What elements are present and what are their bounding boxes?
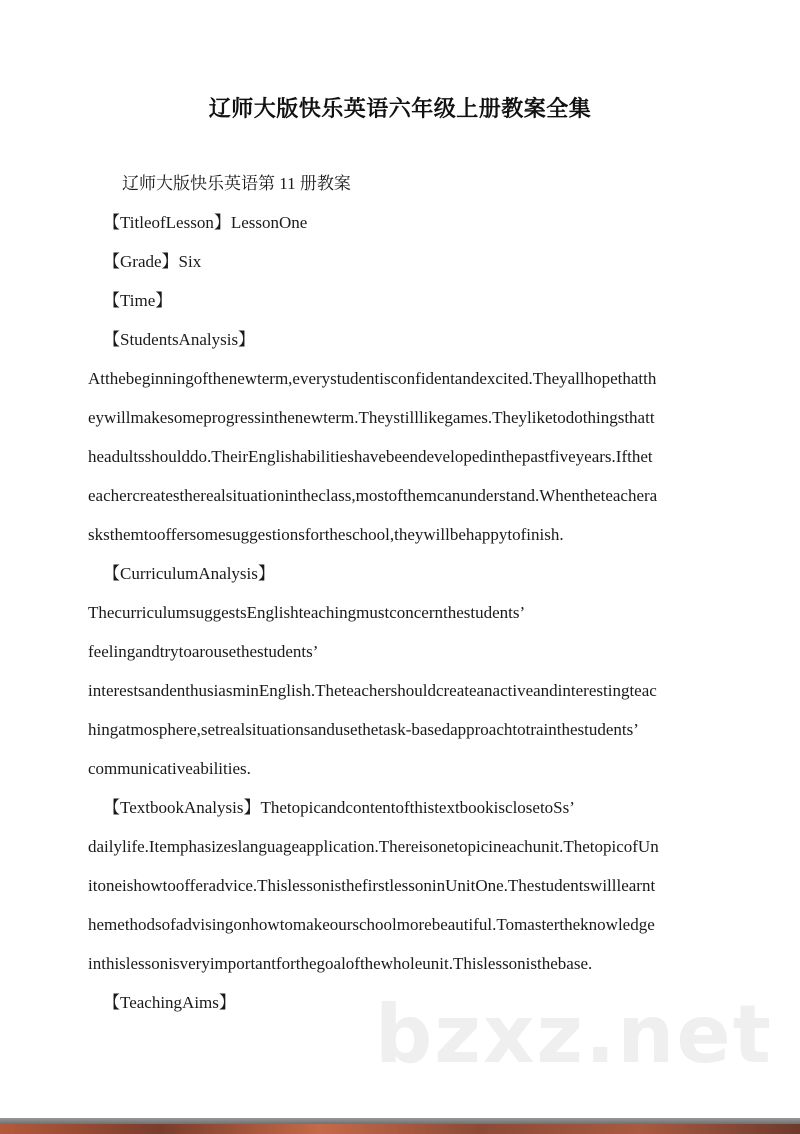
paragraph-line: itoneishowtoofferadvice.ThislessonisthefirstlessoninUnitOne.Thestudentswilllearnt (88, 876, 656, 895)
paragraph-line: Atthebeginningofthenewterm,everystudentisconfidentandexcited.Theyallhopethatth (88, 369, 657, 388)
paragraph-line: headultsshoulddo.TheirEnglishabilitieshavebeendevelopedinthepastfiveyears.Ifthet (88, 447, 653, 466)
document-title: 辽师大版快乐英语六年级上册教案全集 (208, 97, 592, 122)
page-bottom-strip (0, 1124, 800, 1134)
grade-field: 【Grade】Six (103, 252, 202, 271)
time-field: 【Time】 (103, 291, 173, 310)
paragraph-line: sksthemtooffersomesuggestionsfortheschool,theywillbehappytofinish. (88, 525, 564, 544)
paragraph-line: eywillmakesomeprogressinthenewterm.Theystilllikegames.Theyliketodothingsthatt (88, 408, 655, 427)
document-subtitle: 辽师大版快乐英语第 11 册教案 (122, 174, 351, 193)
textbook-analysis-line: 【TextbookAnalysis】ThetopicandcontentofthistextbookisclosetoSs’ (103, 798, 575, 817)
paragraph-line: ThecurriculumsuggestsEnglishteachingmustconcernthestudents’ (88, 603, 526, 622)
title-of-lesson-field: 【TitleofLesson】LessonOne (103, 213, 308, 232)
paragraph-line: eachercreatestherealsituationintheclass,mostofthemcanunderstand.Whentheteachera (88, 486, 658, 505)
paragraph-line: feelingandtrytoarousethestudents’ (88, 642, 319, 661)
paragraph-line: hingatmosphere,setrealsituationsandusethetask-basedapproachtotrainthestudents’ (88, 720, 639, 739)
paragraph-line: communicativeabilities. (88, 759, 251, 778)
teaching-aims-heading: 【TeachingAims】 (103, 993, 236, 1012)
curriculum-analysis-heading: 【CurriculumAnalysis】 (103, 564, 275, 583)
paragraph-line: hemethodsofadvisingonhowtomakeourschoolmorebeautiful.Tomastertheknowledge (88, 915, 655, 934)
watermark: bzxz.net (375, 988, 773, 1081)
paragraph-line: dailylife.Itemphasizeslanguageapplication.Thereisonetopicineachunit.ThetopicofUn (88, 837, 659, 856)
paragraph-line: inthislessonisveryimportantforthegoalofthewholeunit.Thislessonisthebase. (88, 954, 593, 973)
students-analysis-heading: 【StudentsAnalysis】 (103, 330, 256, 349)
paragraph-line: interestsandenthusiasminEnglish.Theteachershouldcreateanactiveandinterestingteac (88, 681, 657, 700)
